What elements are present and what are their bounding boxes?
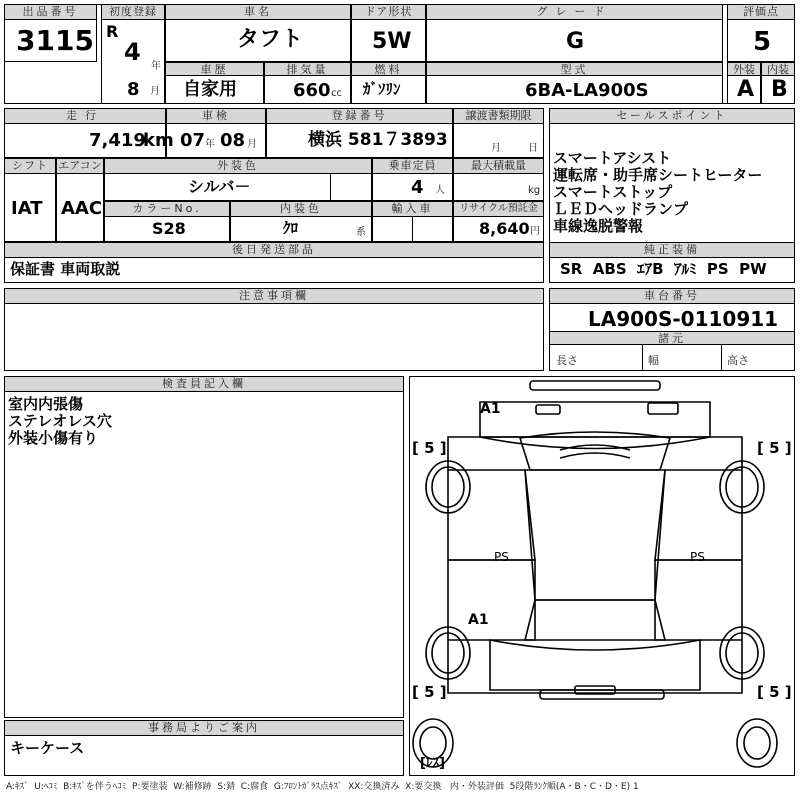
front-door-right (655, 470, 742, 560)
mark-a1-mid: A1 (468, 612, 489, 628)
first-reg-era: R (106, 22, 119, 41)
ps-right-mark: PS (690, 550, 705, 564)
int-grade: B (771, 77, 788, 102)
shift-value: IAT (11, 198, 43, 219)
ext-color-header: 外装色 (104, 158, 372, 174)
rear-door-left (448, 560, 535, 640)
inspector-line-2: ステレオレス穴 (8, 412, 112, 430)
inspector-line-3: 外装小傷有り (8, 429, 99, 447)
tire-fl-mark: [ 5 ] (412, 439, 447, 457)
ps-left-mark: PS (494, 550, 509, 564)
ext-grade: A (737, 77, 755, 102)
sales-item-4: ＬＥＤヘッドランプ (553, 200, 689, 218)
recycle-value: 8,640 (479, 219, 530, 238)
model-header: 型式 (426, 62, 723, 76)
int-color-header: 内装色 (230, 201, 372, 217)
history-value: 自家用 (183, 79, 237, 100)
legend-text: A:ｷｽﾞ U:ﾍｺﾐ B:ｷｽﾞを伴うﾍｺﾐ P:要塗装 W:補修跡 S:錆 C:腐食 G:ﾌﾛﾝﾄｶﾞﾗｽ点ｷｽﾞ XX:交換済み X:要交換 内・外装評価 5段階ﾗﾝｸ順(A・B・C・D・E) 1 (6, 782, 639, 792)
registration-value: 横浜 581７3893 (308, 130, 448, 150)
capacity-unit: 人 (435, 185, 445, 196)
rear-window (525, 600, 665, 640)
notes-header: 注意事項欄 (4, 288, 544, 304)
fuel-value: ｶﾞｿﾘﾝ (363, 80, 401, 98)
mileage-header: 走行 (4, 108, 166, 124)
later-parts-header: 後日発送部品 (4, 242, 544, 258)
color-no-value: S28 (152, 219, 186, 238)
equipment-value: SR ABS ｴｱB ｱﾙﾐ PS PW (560, 260, 767, 278)
inspection-year: 07 (180, 130, 206, 151)
mileage-value: 7,419 (89, 130, 146, 151)
grade-header: グレード (426, 4, 723, 20)
shift-header: シフト (4, 158, 56, 174)
door-header: ドア形状 (351, 4, 426, 20)
displacement-unit: cc (331, 88, 342, 99)
dims-width-label: 幅 (648, 354, 659, 367)
inspection-header: 車検 (166, 108, 266, 124)
recycle-unit: 円 (530, 226, 540, 237)
fuel-header: 燃料 (351, 62, 426, 76)
seat-curve-2 (560, 453, 630, 458)
transfer-month-unit: 月 (491, 143, 501, 154)
history-header: 車歴 (165, 62, 264, 76)
tire-rr-mark: [ 5 ] (757, 683, 792, 701)
int-color-value: ｸﾛ (283, 219, 299, 237)
mark-a1-top: A1 (480, 401, 501, 417)
lot-number: 3115 (16, 24, 94, 57)
displacement-value: 660 (293, 80, 331, 101)
later-parts-value: 保証書 車両取説 (10, 260, 121, 278)
rear-gate (490, 640, 700, 690)
capacity-header: 乗車定員 (372, 158, 453, 174)
dims-header: 諸元 (549, 331, 795, 345)
car-name-value: タフト (237, 27, 304, 52)
import-header: 輸入車 (372, 201, 453, 217)
tire-rl-mark: [ 5 ] (412, 683, 447, 701)
color-no-header: カラーNo. (104, 201, 230, 217)
rear-door-right (655, 560, 742, 640)
spare-mark: [ﾚｽ] (420, 756, 445, 771)
front-door-left (448, 470, 535, 560)
transfer-day-unit: 日 (528, 143, 538, 154)
sales-header: セールスポイント (549, 108, 795, 124)
inspection-month-unit: 月 (247, 139, 257, 150)
registration-header: 登録番号 (266, 108, 453, 124)
int-header: 内装 (761, 62, 795, 76)
sales-item-2: 運転席・助手席シートヒーター (553, 166, 763, 184)
ext-color-value: シルバ－ (188, 177, 251, 196)
transfer-header: 譲渡書類期限 (453, 108, 544, 124)
max-load-header: 最大積載量 (453, 158, 544, 174)
first-reg-header: 初度登録 (101, 4, 165, 20)
hood-line (480, 437, 710, 449)
score-header: 評価点 (727, 4, 795, 20)
sales-item-3: スマートストップ (553, 183, 673, 201)
int-color-unit: 系 (356, 227, 366, 238)
spare-tire-in (420, 727, 446, 759)
grade-value: G (566, 29, 585, 54)
sales-item-1: スマートアシスト (553, 149, 672, 167)
equipment-header: 純正装備 (549, 242, 795, 258)
displacement-header: 排気量 (264, 62, 351, 76)
aircon-value: AAC (61, 198, 103, 219)
rear-right-wheel-bottom-in (744, 727, 770, 759)
office-value: キーケース (10, 739, 85, 757)
dims-length-label: 長さ (556, 354, 578, 367)
inspector-line-1: 室内内張傷 (8, 395, 84, 413)
dims-height-label: 高さ (727, 354, 749, 367)
capacity-value: 4 (411, 177, 424, 198)
sales-item-5: 車線逸脱警報 (553, 217, 644, 235)
front-bumper (530, 381, 660, 390)
car-name-header: 車名 (165, 4, 351, 20)
score-value: 5 (753, 27, 772, 57)
front-grille-r (648, 403, 678, 414)
body-outline (448, 437, 742, 693)
model-value: 6BA-LA900S (525, 80, 649, 101)
ext-header: 外装 (727, 62, 761, 76)
max-load-unit: kg (528, 185, 541, 196)
first-reg-month: 8 (127, 79, 140, 100)
mileage-unit: km (143, 130, 174, 151)
first-reg-year-unit: 年 (151, 61, 161, 72)
first-reg-year: 4 (124, 38, 141, 66)
lot-header: 出品番号 (4, 4, 97, 20)
tire-fr-mark: [ 5 ] (757, 439, 792, 457)
office-header: 事務局よりご案内 (4, 720, 404, 736)
first-reg-month-unit: 月 (150, 86, 160, 97)
chassis-header: 車台番号 (549, 288, 795, 304)
aircon-header: エアコン (56, 158, 104, 174)
chassis-value: LA900S-0110911 (588, 307, 779, 331)
recycle-header: リサイクル預託金 (453, 201, 544, 217)
inspection-month: 08 (220, 130, 246, 151)
roof (525, 470, 665, 600)
front-grille (536, 405, 560, 414)
door-value: 5W (372, 29, 412, 54)
inspection-year-unit: 年 (205, 139, 215, 150)
inspector-header: 検査員記入欄 (4, 376, 404, 392)
